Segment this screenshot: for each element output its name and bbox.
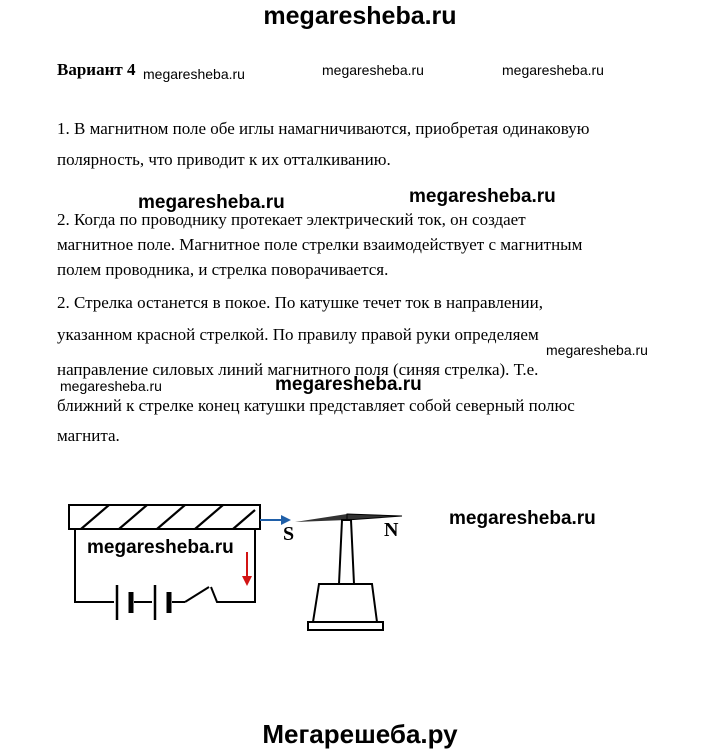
- watermark: megaresheba.ru: [322, 62, 424, 78]
- watermark: megaresheba.ru: [275, 374, 422, 395]
- pole-south-label: S: [283, 523, 295, 545]
- paragraph-line: магнитное поле. Магнитное поле стрелки взаимодействует с магнитным: [57, 235, 583, 254]
- watermark: megaresheba.ru: [87, 537, 234, 558]
- watermark: megaresheba.ru: [138, 192, 285, 213]
- paragraph-line: 1. В магнитном поле обе иглы намагничиваются, приобретая одинаковую: [57, 119, 590, 138]
- site-header: megaresheba.ru: [263, 2, 457, 30]
- watermark: megaresheba.ru: [143, 66, 245, 82]
- watermark: megaresheba.ru: [546, 342, 648, 358]
- site-footer: Мегарешеба.ру: [262, 719, 458, 749]
- paragraph-line: полем проводника, и стрелка поворачивается.: [57, 260, 389, 279]
- paragraph-line: ближний к стрелке конец катушки представляет собой северный полюс: [57, 396, 575, 415]
- paragraph-line: магнита.: [57, 426, 120, 445]
- watermark: megaresheba.ru: [60, 378, 162, 394]
- watermark: megaresheba.ru: [449, 508, 596, 529]
- pole-north-label: N: [384, 519, 399, 541]
- watermark: megaresheba.ru: [409, 186, 556, 207]
- paragraph-line: направление силовых линий магнитного поля (синяя стрелка). Т.е.: [57, 360, 539, 379]
- paragraph-line: полярность, что приводит к их отталкиванию.: [57, 150, 391, 169]
- paragraph-line: 2. Когда по проводнику протекает электрический ток, он создает: [57, 210, 526, 229]
- paragraph-line: 2. Стрелка останется в покое. По катушке течет ток в направлении,: [57, 293, 543, 312]
- variant-title: Вариант 4: [57, 60, 136, 79]
- watermark: megaresheba.ru: [502, 62, 604, 78]
- paragraph-line: указанном красной стрелкой. По правилу правой руки определяем: [57, 325, 539, 344]
- coil-circuit-figure: [57, 480, 422, 652]
